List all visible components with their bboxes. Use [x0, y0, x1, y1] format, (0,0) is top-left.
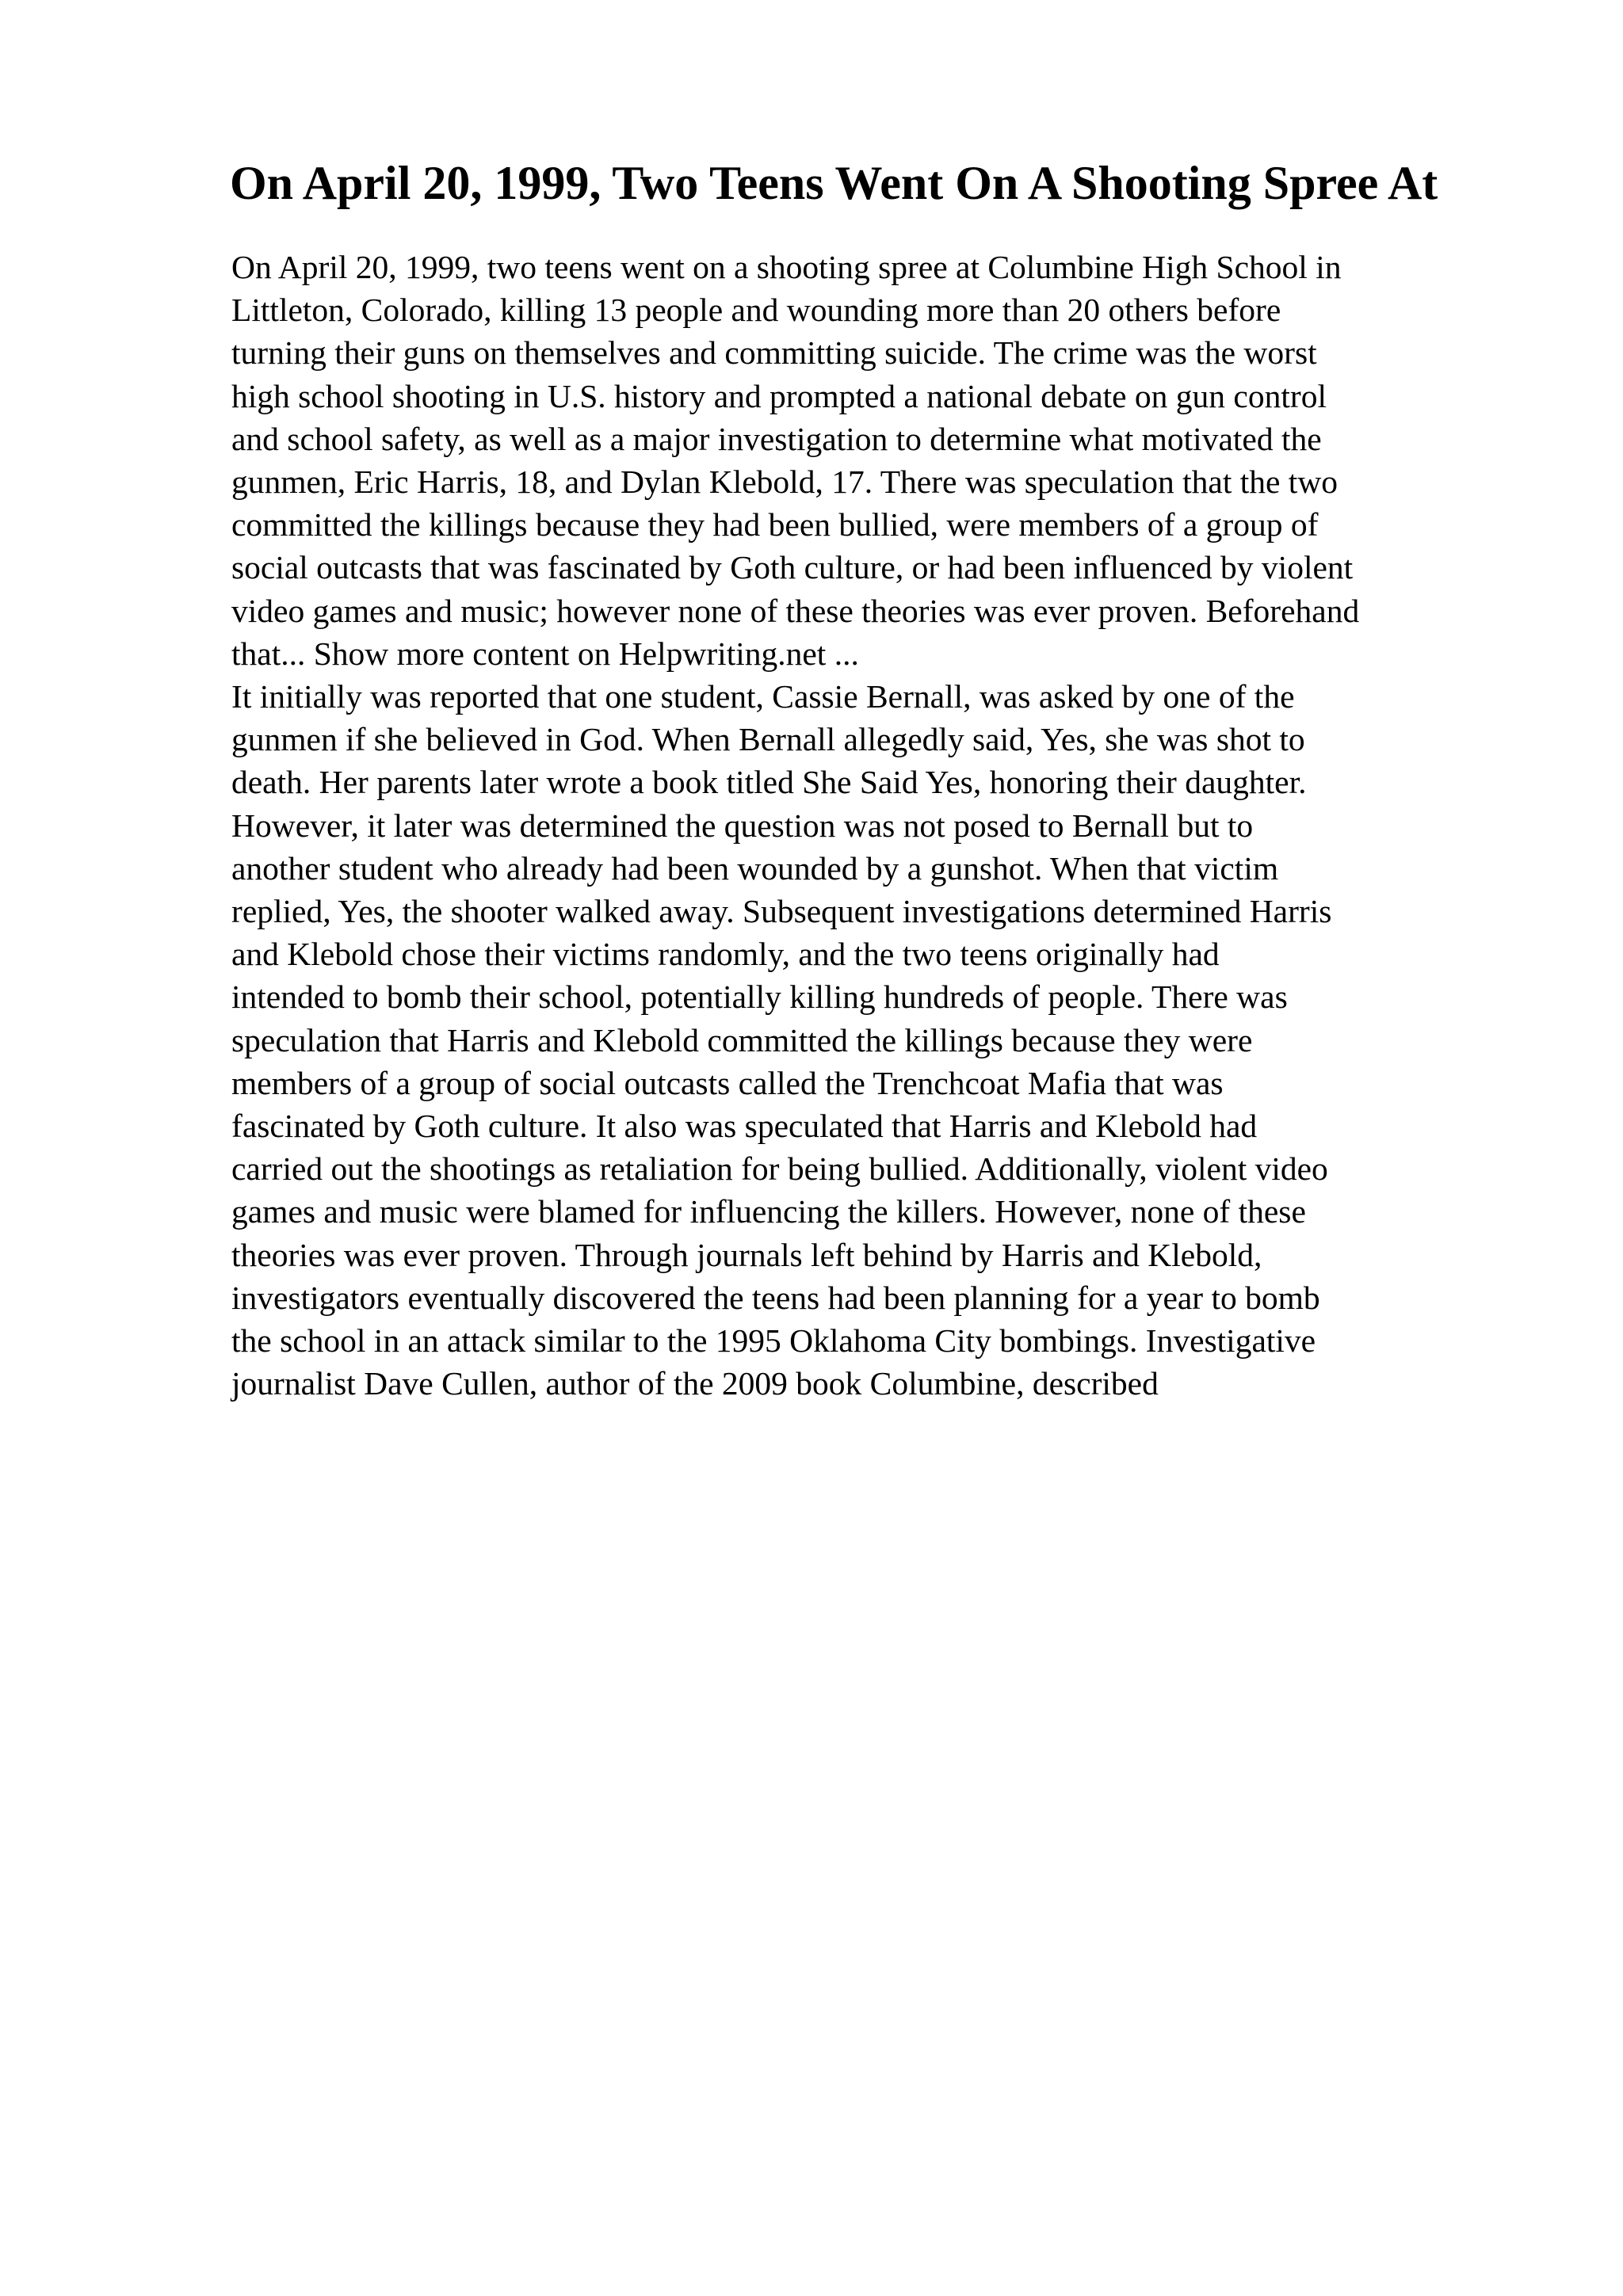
body-line: high school shooting in U.S. history and prompted a national debate on gun control — [231, 377, 1327, 414]
body-line: speculation that Harris and Klebold committed the killings because they were — [231, 1021, 1253, 1058]
body-line: video games and music; however none of these theories was ever proven. Beforehand — [231, 592, 1360, 629]
body-line: fascinated by Goth culture. It also was speculated that Harris and Klebold had — [231, 1108, 1258, 1145]
body-line: another student who already had been wounded by a gunshot. When that victim — [231, 849, 1279, 887]
body-line: Littleton, Colorado, killing 13 people and wounding more than 20 others before — [231, 292, 1281, 329]
body-line: and Klebold chose their victims randomly, and the two teens originally had — [231, 936, 1220, 973]
body-line: committed the killings because they had been bullied, were members of a group of — [231, 506, 1319, 543]
body-line: social outcasts that was fascinated by Goth culture, or had been influenced by violent — [231, 549, 1354, 586]
body-line: turning their guns on themselves and committing suicide. The crime was the worst — [231, 334, 1317, 372]
body-line: intended to bomb their school, potentially killing hundreds of people. There was — [231, 978, 1288, 1016]
body-line: members of a group of social outcasts called the Trenchcoat Mafia that was — [231, 1064, 1224, 1101]
body-line: journalist Dave Cullen, author of the 2009 book Columbine, described — [231, 1365, 1159, 1402]
body-line: gunmen, Eric Harris, 18, and Dylan Klebold, 17. There was speculation that the two — [231, 463, 1338, 501]
document-body — [231, 246, 1531, 1405]
body-line: gunmen if she believed in God. When Bernall allegedly said, Yes, she was shot to — [231, 721, 1305, 758]
body-line: theories was ever proven. Through journals left behind by Harris and Klebold, — [231, 1236, 1262, 1273]
body-line: However, it later was determined the question was not posed to Bernall but to — [231, 807, 1254, 844]
document-title: On April 20, 1999, Two Teens Went On A Shooting Spree At — [230, 157, 1438, 209]
body-line: On April 20, 1999, two teens went on a shooting spree at Columbine High School in — [231, 249, 1342, 285]
body-line: carried out the shootings as retaliation for being bullied. Additionally, violent video — [231, 1150, 1328, 1188]
body-line: replied, Yes, the shooter walked away. Subsequent investigations determined Harris — [231, 893, 1332, 930]
body-line-show-more: that... Show more content on Helpwriting.net ... — [231, 635, 859, 672]
body-line: It initially was reported that one student, Cassie Bernall, was asked by one of the — [231, 678, 1295, 715]
body-line: investigators eventually discovered the teens had been planning for a year to bomb — [231, 1279, 1320, 1316]
body-line: the school in an attack similar to the 1995 Oklahoma City bombings. Investigative — [231, 1322, 1316, 1360]
body-line: and school safety, as well as a major investigation to determine what motivated the — [231, 420, 1322, 457]
body-line: death. Her parents later wrote a book titled She Said Yes, honoring their daughter. — [231, 764, 1307, 801]
body-line: games and music were blamed for influencing the killers. However, none of these — [231, 1193, 1306, 1230]
